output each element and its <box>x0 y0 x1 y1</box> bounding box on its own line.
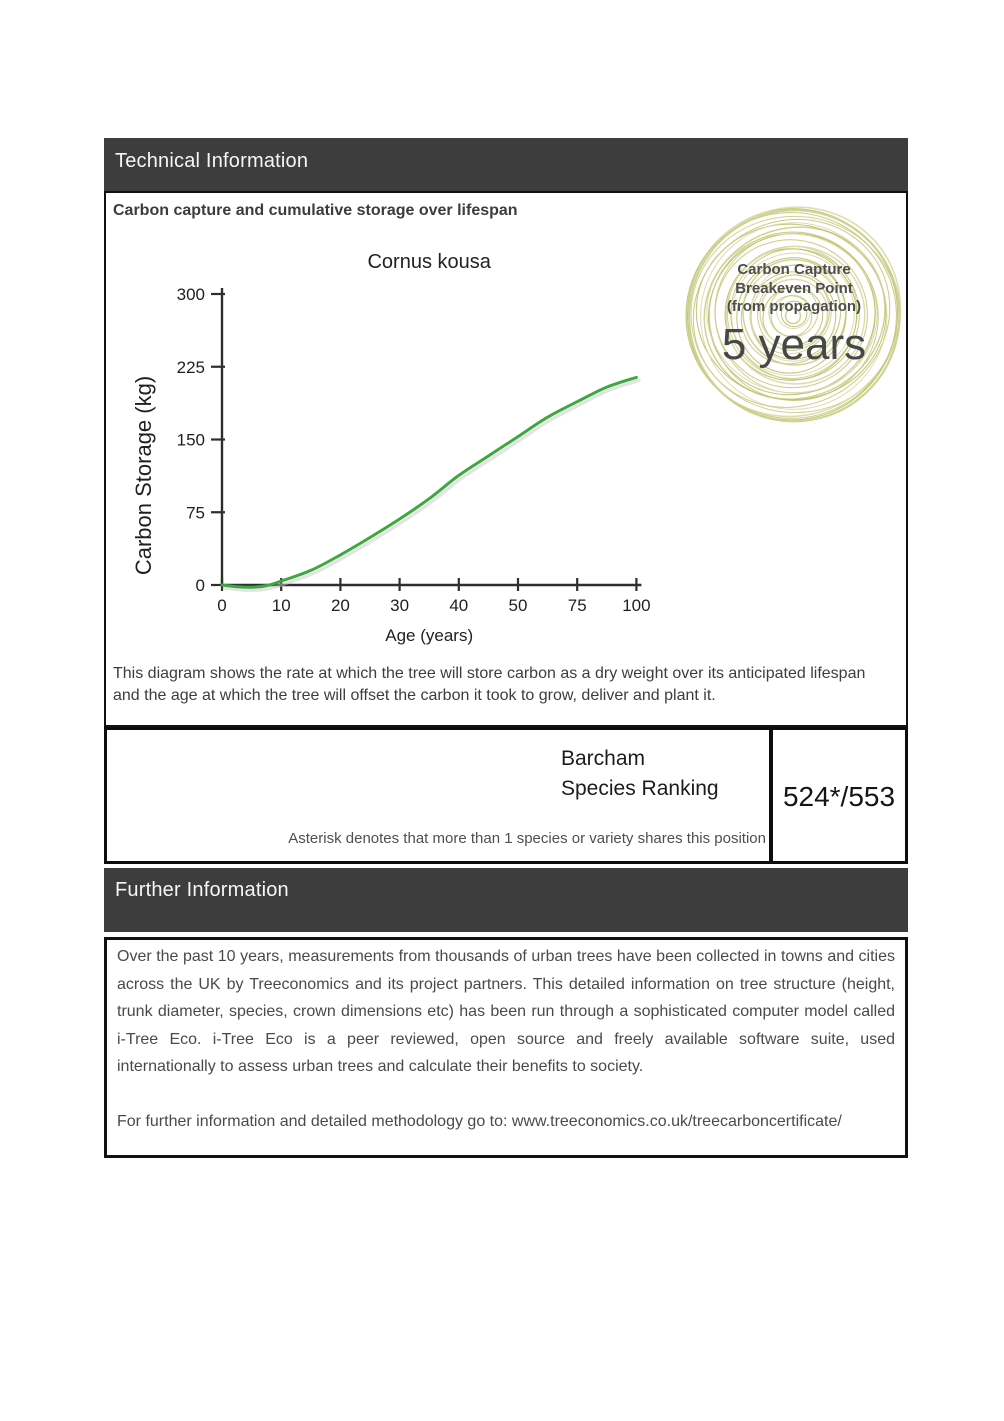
svg-text:Age (years): Age (years) <box>385 626 474 645</box>
chart-description: This diagram shows the rate at which the tree will store carbon as a dry weight over its anticipated lifespan and the age at which the tree will offset the carbon it took to grow, deliver and plant it. <box>113 665 866 704</box>
svg-text:225: 225 <box>176 357 205 377</box>
breakeven-badge-value: 5 years <box>721 319 867 369</box>
svg-text:Cornus kousa: Cornus kousa <box>367 251 491 273</box>
breakeven-badge-line2: Breakeven Point <box>735 279 853 297</box>
svg-text:0: 0 <box>195 576 205 595</box>
further-information-link-line: For further information and detailed methodology go to: www.treeconomics.co.uk/treecarboncertificate/ <box>117 1112 842 1130</box>
species-ranking-title-line2: Species Ranking <box>561 777 719 800</box>
species-ranking-title <box>561 744 719 804</box>
species-ranking-value: 524*/553 <box>782 781 896 812</box>
breakeven-badge-line3: (from propagation) <box>726 298 862 315</box>
breakeven-badge-line1: Carbon Capture <box>737 261 851 278</box>
technical-information-header <box>104 138 908 191</box>
svg-text:75: 75 <box>186 503 205 523</box>
species-ranking-note: Asterisk denotes that more than 1 species or variety shares this position <box>288 830 766 847</box>
breakeven-badge <box>668 261 920 368</box>
species-ranking-title-line1: Barcham <box>561 747 646 770</box>
svg-text:Carbon Storage (kg): Carbon Storage (kg) <box>131 375 156 576</box>
svg-text:75: 75 <box>567 596 587 615</box>
further-information-paragraph: Over the past 10 years, measurements from thousands of urban trees have been collected in towns and cities across the UK by Treeconomics and its project partners. This detailed information on tree structure (height, trunk diameter, species, crown dimensions etc) has been run through a sophisticated computer model called i-Tree Eco. i-Tree Eco is a peer reviewed, open source and freely available software suite, used internationally to assess urban trees and calculate their benefits to society. <box>117 948 895 1075</box>
svg-text:20: 20 <box>330 596 350 615</box>
further-information-box <box>104 937 908 1158</box>
svg-text:150: 150 <box>176 430 205 450</box>
technical-information-title: Technical Information <box>115 150 309 172</box>
svg-text:30: 30 <box>390 596 410 615</box>
further-information-title: Further Information <box>115 879 289 901</box>
svg-text:10: 10 <box>271 596 291 615</box>
svg-text:0: 0 <box>217 596 227 615</box>
svg-text:100: 100 <box>622 596 651 615</box>
chart-section-subtitle: Carbon capture and cumulative storage over lifespan <box>113 202 518 219</box>
svg-text:40: 40 <box>449 596 469 615</box>
svg-text:50: 50 <box>508 596 528 615</box>
svg-text:300: 300 <box>176 285 205 304</box>
further-information-header <box>104 868 908 932</box>
